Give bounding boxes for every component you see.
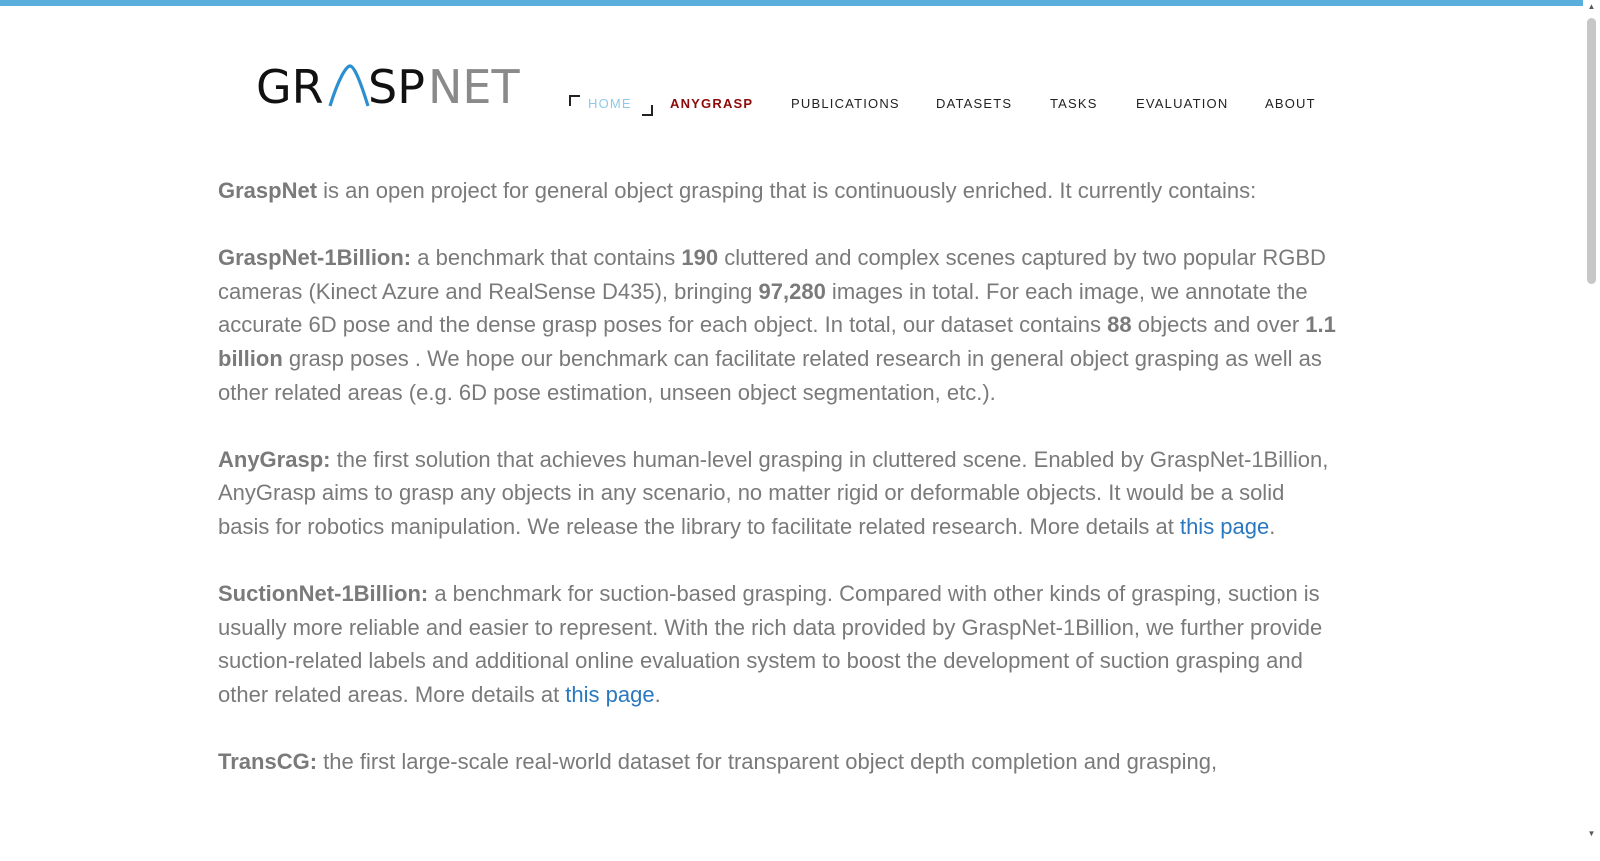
- scene-count: 190: [681, 245, 719, 271]
- anygrasp-title: AnyGrasp:: [218, 446, 331, 472]
- anygrasp-text: the first solution that achieves human-level grasping in cluttered scene. Enabled by GraspNet-1Billion, AnyGrasp aims to grasp any objects in any scenario, no matter rigid or deformable objects. It would be a solid basis for robotics manipulation. We release the library to facilitate related research. More details at: [218, 446, 1329, 539]
- scrollbar-thumb[interactable]: [1587, 18, 1596, 284]
- nav-about[interactable]: ABOUT: [1265, 96, 1316, 111]
- graspnet-logo[interactable]: [256, 60, 526, 112]
- scroll-down-arrow-icon[interactable]: ▼: [1587, 829, 1596, 838]
- intro-name: GraspNet: [218, 178, 318, 203]
- graspnet-text-4: objects and over: [1131, 312, 1306, 338]
- suctionnet-paragraph: [218, 577, 1336, 711]
- scroll-up-arrow-icon[interactable]: ▲: [1587, 2, 1596, 11]
- transcg-text: the first large-scale real-world dataset for transparent object depth completion and grasping,: [317, 749, 1218, 775]
- transcg-paragraph: [218, 745, 1336, 779]
- active-bracket-bottom-right: [642, 105, 653, 116]
- suctionnet-details-link[interactable]: this page: [565, 681, 655, 707]
- anygrasp-paragraph: [218, 443, 1336, 544]
- suctionnet-end: .: [654, 681, 661, 707]
- main-content: [218, 174, 1336, 812]
- transcg-title: TransCG:: [218, 749, 318, 775]
- graspnet-text-5: grasp poses . We hope our benchmark can facilitate related research in general object grasping as well as other related areas (e.g. 6D pose estimation, unseen object segmentation, etc.).: [218, 345, 1322, 405]
- intro-paragraph: [218, 174, 1336, 208]
- nav-publications[interactable]: PUBLICATIONS: [791, 96, 900, 111]
- graspnet-text-1: a benchmark that contains: [411, 245, 682, 271]
- active-bracket-top-left: [569, 95, 580, 106]
- vertical-scrollbar[interactable]: [1583, 0, 1600, 861]
- suctionnet-text: a benchmark for suction-based grasping. Compared with other kinds of grasping, suction is usually more reliable and easier to represent. With the rich data provided by GraspNet-1Billion, we further provide suction-related labels and additional online evaluation system to boost the development of suction grasping and other related areas. More details at: [218, 581, 1323, 707]
- object-count: 88: [1107, 312, 1132, 338]
- anygrasp-details-link[interactable]: this page: [1179, 513, 1270, 539]
- page-viewport: [0, 6, 1583, 861]
- anygrasp-end: .: [1269, 513, 1276, 539]
- nav-home[interactable]: HOME: [588, 96, 632, 111]
- graspnet-1billion-title: GraspNet-1Billion:: [218, 245, 412, 271]
- nav-datasets[interactable]: DATASETS: [936, 96, 1013, 111]
- suctionnet-title: SuctionNet-1Billion:: [218, 581, 429, 607]
- nav-tasks[interactable]: TASKS: [1050, 96, 1098, 111]
- graspnet-1billion-paragraph: [218, 241, 1336, 409]
- logo-text-gr: GR: [256, 60, 324, 112]
- graspnet-text-3: images in total. For each image, we annotate the accurate 6D pose and the dense grasp poses for each object. In total, our dataset contains: [218, 278, 1308, 338]
- intro-text: is an open project for general object grasping that is continuously enriched. It currently contains:: [317, 178, 1257, 203]
- graspnet-text-2: cluttered and complex scenes captured by two popular RGBD cameras (Kinect Azure and RealSense D435), bringing: [218, 245, 1326, 304]
- logo-text-sp: SP: [368, 60, 425, 112]
- logo-graphic: [256, 60, 526, 112]
- nav-anygrasp[interactable]: ANYGRASP: [670, 96, 754, 111]
- grasp-pose-count: 1.1 billion: [218, 312, 1336, 371]
- logo-arch-mark: [330, 66, 368, 106]
- nav-evaluation[interactable]: EVALUATION: [1136, 96, 1229, 111]
- logo-text-net: NET: [428, 60, 520, 112]
- image-count: 97,280: [758, 278, 826, 304]
